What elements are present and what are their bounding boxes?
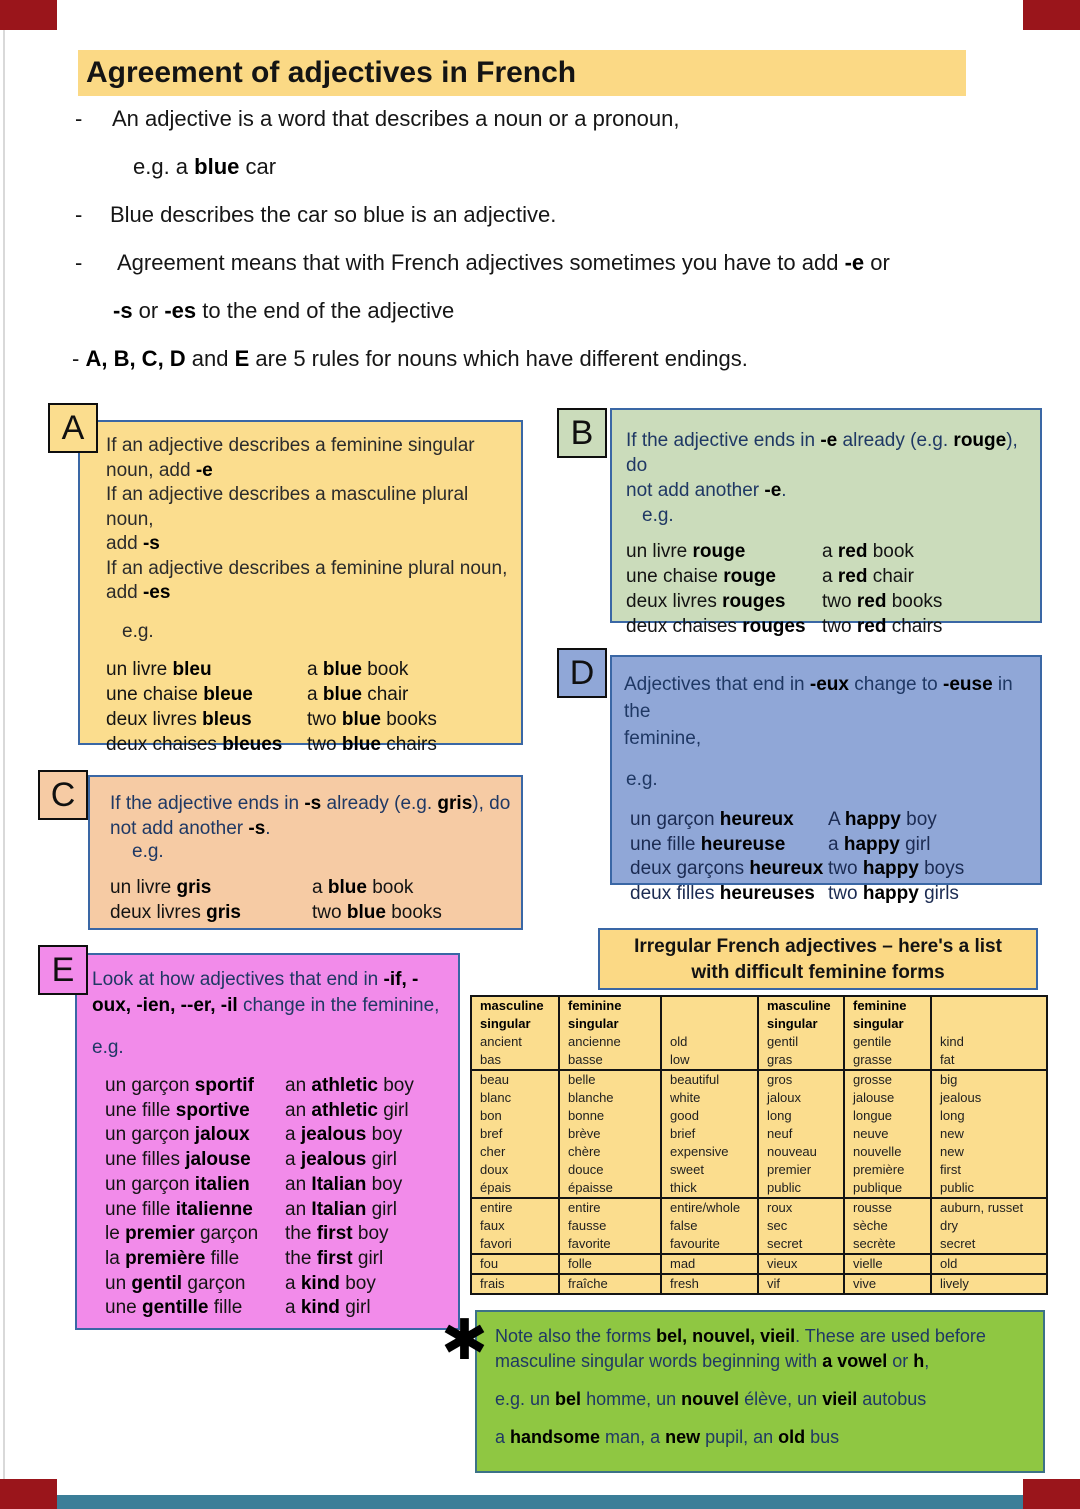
table-cell: doux bbox=[472, 1161, 560, 1179]
table-row bbox=[472, 1217, 1046, 1235]
table-group bbox=[472, 1255, 1046, 1275]
asterisk-icon: ✱ bbox=[441, 1308, 488, 1371]
bullet-dash: - bbox=[75, 106, 83, 131]
intro-line bbox=[72, 343, 1032, 391]
example-row bbox=[626, 564, 1030, 589]
table-cell: entire bbox=[560, 1199, 662, 1217]
table-cell: sweet bbox=[662, 1161, 759, 1179]
table-row bbox=[472, 1143, 1046, 1161]
table-cell: singular bbox=[845, 1015, 932, 1033]
table-cell: blanc bbox=[472, 1089, 560, 1107]
table-cell: cher bbox=[472, 1143, 560, 1161]
table-cell: first bbox=[940, 1162, 961, 1177]
example-row bbox=[105, 1296, 450, 1321]
table-cell bbox=[932, 1015, 1046, 1033]
table-cell: false bbox=[662, 1217, 759, 1235]
table-row bbox=[472, 1235, 1046, 1253]
table-cell: blanche bbox=[560, 1089, 662, 1107]
example-french: deux livres rouges bbox=[626, 591, 786, 612]
table-cell: white bbox=[662, 1089, 759, 1107]
table-cell: beautiful bbox=[662, 1071, 759, 1089]
table-cell: fat bbox=[940, 1052, 955, 1067]
example-english: the first boy bbox=[285, 1223, 389, 1245]
table-cell: feminine bbox=[560, 997, 662, 1015]
table-row bbox=[472, 1089, 1046, 1107]
example-french: deux chaises bleues bbox=[106, 733, 283, 755]
example-english: a blue chair bbox=[307, 683, 409, 705]
irregular-table bbox=[470, 995, 1048, 1295]
table-cell: secrète bbox=[845, 1235, 932, 1253]
table-cell: lively bbox=[940, 1276, 969, 1291]
example-row bbox=[105, 1123, 450, 1148]
bottom-bar bbox=[0, 1495, 1080, 1509]
table-cell: grosse bbox=[845, 1071, 932, 1089]
example-row bbox=[630, 833, 1030, 858]
table-row bbox=[472, 1033, 1046, 1051]
table-cell: nouveau bbox=[759, 1143, 845, 1161]
note-paragraph: e.g. un bel homme, un nouvel élève, un vieil autobus bbox=[495, 1389, 927, 1409]
irregular-adjectives-header: Irregular French adjectives – here's a list with difficult feminine forms bbox=[598, 928, 1038, 990]
examples-b bbox=[626, 539, 1030, 639]
examples-a bbox=[106, 657, 511, 757]
table-cell: feminine bbox=[845, 997, 932, 1015]
example-english: a jealous boy bbox=[285, 1124, 403, 1146]
table-cell: bas bbox=[472, 1051, 560, 1069]
example-english: an Italian girl bbox=[285, 1198, 397, 1220]
table-cell bbox=[662, 1015, 759, 1033]
note-paragraph: Note also the forms bel, nouvel, vieil. These are used before masculine singular words beginning with a vowel or h, bbox=[495, 1326, 986, 1371]
eg-label-e: e.g. bbox=[92, 1037, 124, 1058]
intro-line bbox=[72, 151, 1032, 199]
note-paragraphs bbox=[495, 1324, 1029, 1450]
table-cell: brief bbox=[662, 1125, 759, 1143]
table-cell bbox=[662, 997, 759, 1015]
table-cell: premier bbox=[759, 1161, 845, 1179]
example-row bbox=[626, 539, 1030, 564]
table-cell: fraîche bbox=[560, 1275, 662, 1293]
example-french: deux chaises rouges bbox=[626, 616, 806, 637]
table-cell: douce bbox=[560, 1161, 662, 1179]
example-french: la première fille bbox=[105, 1247, 240, 1269]
rule-line: Look at how adjectives that end in -if, - bbox=[92, 969, 419, 990]
example-french: deux livres bleus bbox=[106, 708, 252, 730]
table-group bbox=[472, 1071, 1046, 1199]
example-row bbox=[105, 1272, 450, 1297]
table-group bbox=[472, 1275, 1046, 1293]
example-french: une chaise bleue bbox=[106, 683, 253, 705]
rule-line: If the adjective ends in -s already (e.g. gris), do bbox=[110, 793, 511, 814]
table-cell: jaloux bbox=[759, 1089, 845, 1107]
table-cell: bonne bbox=[560, 1107, 662, 1125]
rule-box-d bbox=[610, 655, 1042, 904]
example-french: un gentil garçon bbox=[105, 1272, 246, 1294]
rule-line: If an adjective describes a masculine plural noun, bbox=[106, 484, 469, 530]
table-row bbox=[472, 1179, 1046, 1197]
table-cell: épaisse bbox=[560, 1179, 662, 1197]
table-cell: gentile bbox=[845, 1033, 932, 1051]
example-english: two happy girls bbox=[828, 882, 959, 904]
intro-text: -s or -es to the end of the adjective bbox=[113, 298, 455, 323]
eg-label-b: e.g. bbox=[642, 505, 674, 526]
table-cell: singular bbox=[759, 1015, 845, 1033]
table-row bbox=[472, 997, 1046, 1015]
table-cell: bref bbox=[472, 1125, 560, 1143]
example-row bbox=[105, 1247, 450, 1272]
rule-text-d bbox=[624, 671, 1030, 752]
rule-label-b: B bbox=[557, 408, 607, 458]
example-row bbox=[110, 900, 511, 925]
table-cell: première bbox=[845, 1161, 932, 1179]
rule-label-c: C bbox=[38, 770, 88, 820]
table-cell: secret bbox=[759, 1235, 845, 1253]
example-english: two red books bbox=[822, 591, 943, 612]
table-cell: nouvelle bbox=[845, 1143, 932, 1161]
example-english: a jealous girl bbox=[285, 1149, 397, 1171]
examples-e bbox=[105, 1074, 450, 1321]
table-cell: auburn, russet bbox=[940, 1200, 1024, 1215]
table-cell: gras bbox=[759, 1051, 845, 1069]
example-row bbox=[106, 682, 511, 707]
example-english: two happy boys bbox=[828, 858, 965, 879]
rule-box-a bbox=[78, 420, 523, 755]
table-cell: fou bbox=[472, 1255, 560, 1273]
table-cell: secret bbox=[940, 1236, 976, 1251]
table-row bbox=[472, 1275, 1046, 1293]
table-cell: singular bbox=[472, 1015, 560, 1033]
example-english: A happy boy bbox=[828, 809, 937, 830]
table-cell: masculine bbox=[472, 997, 560, 1015]
example-french: une fille sportive bbox=[105, 1099, 250, 1121]
table-cell: good bbox=[662, 1107, 759, 1125]
table-row bbox=[472, 1071, 1046, 1089]
example-english: two blue books bbox=[307, 708, 437, 730]
table-cell: public bbox=[940, 1180, 974, 1195]
example-row bbox=[105, 1074, 450, 1099]
example-row bbox=[105, 1099, 450, 1124]
example-french: un livre bleu bbox=[106, 658, 212, 680]
table-cell: ancienne bbox=[560, 1033, 662, 1051]
table-cell: bon bbox=[472, 1107, 560, 1125]
intro-list bbox=[72, 103, 1032, 391]
example-row bbox=[105, 1148, 450, 1173]
table-cell: sèche bbox=[845, 1217, 932, 1235]
table-row bbox=[472, 1125, 1046, 1143]
intro-line bbox=[72, 199, 1032, 247]
intro-line bbox=[72, 247, 1032, 295]
table-cell: thick bbox=[662, 1179, 759, 1197]
table-cell: vif bbox=[759, 1275, 845, 1293]
table-cell: mad bbox=[662, 1255, 759, 1273]
table-cell: entire/whole bbox=[662, 1199, 759, 1217]
example-french: un garçon italien bbox=[105, 1173, 250, 1195]
table-cell: dry bbox=[940, 1218, 959, 1233]
example-english: a kind girl bbox=[285, 1297, 371, 1319]
rule-line: add -es bbox=[106, 582, 171, 603]
rule-box-e bbox=[75, 953, 460, 1330]
table-cell: favori bbox=[472, 1235, 560, 1253]
table-cell: brève bbox=[560, 1125, 662, 1143]
example-french: deux garçons heureux bbox=[630, 858, 824, 879]
eg-label-c: e.g. bbox=[132, 841, 164, 862]
table-cell: old bbox=[940, 1256, 958, 1271]
examples-c bbox=[110, 875, 511, 925]
example-french: un garçon jaloux bbox=[105, 1124, 250, 1146]
rule-line: not add another -s. bbox=[110, 818, 271, 839]
table-cell: old bbox=[662, 1033, 759, 1051]
rule-line: feminine, bbox=[624, 728, 702, 749]
example-english: an Italian boy bbox=[285, 1173, 403, 1195]
example-row bbox=[105, 1173, 450, 1198]
rule-text-e bbox=[92, 967, 450, 1019]
rule-line: not add another -e. bbox=[626, 480, 787, 501]
table-cell: public bbox=[759, 1179, 845, 1197]
example-english: an athletic boy bbox=[285, 1075, 414, 1096]
table-cell: fresh bbox=[662, 1275, 759, 1293]
example-french: une gentille fille bbox=[105, 1297, 243, 1319]
example-row bbox=[105, 1222, 450, 1247]
example-english: two blue books bbox=[312, 902, 442, 923]
rule-line: Adjectives that end in -eux change to -euse in the bbox=[624, 674, 1013, 722]
table-cell: frais bbox=[472, 1275, 560, 1293]
corner-mark-top-right bbox=[1023, 0, 1080, 30]
corner-mark-top-left bbox=[0, 0, 57, 30]
example-english: a blue book bbox=[307, 658, 409, 680]
rule-box-b bbox=[610, 408, 1042, 637]
table-cell: low bbox=[662, 1051, 759, 1069]
table-cell: gentil bbox=[759, 1033, 845, 1051]
intro-text: An adjective is a word that describes a noun or a pronoun, bbox=[112, 106, 680, 131]
table-group bbox=[472, 997, 1046, 1071]
note-paragraph: a handsome man, a new pupil, an old bus bbox=[495, 1427, 840, 1447]
table-cell: rousse bbox=[845, 1199, 932, 1217]
example-french: un livre gris bbox=[110, 877, 212, 898]
example-french: une chaise rouge bbox=[626, 566, 776, 587]
table-cell: épais bbox=[472, 1179, 560, 1197]
example-row bbox=[626, 589, 1030, 614]
table-cell: favorite bbox=[560, 1235, 662, 1253]
example-row bbox=[630, 808, 1030, 833]
table-row bbox=[472, 1015, 1046, 1033]
table-cell: belle bbox=[560, 1071, 662, 1089]
example-french: un garçon heureux bbox=[630, 809, 794, 830]
table-cell: favourite bbox=[662, 1235, 759, 1253]
table-cell: publique bbox=[845, 1179, 932, 1197]
table-cell: new bbox=[940, 1144, 964, 1159]
bullet-dash: - bbox=[75, 250, 83, 275]
table-cell: jalouse bbox=[845, 1089, 932, 1107]
table-cell: masculine bbox=[759, 997, 845, 1015]
example-english: a red chair bbox=[822, 566, 914, 587]
rule-text-c bbox=[110, 791, 511, 841]
example-row bbox=[626, 614, 1030, 639]
table-cell: vive bbox=[845, 1275, 932, 1293]
table-cell: sec bbox=[759, 1217, 845, 1235]
example-english: a blue book bbox=[312, 877, 414, 898]
table-cell bbox=[932, 997, 1046, 1015]
rule-label-d: D bbox=[557, 648, 607, 698]
corner-mark-bottom-left bbox=[0, 1479, 57, 1509]
table-row bbox=[472, 1161, 1046, 1179]
rule-text-a bbox=[106, 434, 511, 606]
example-row bbox=[106, 657, 511, 682]
example-english: an athletic girl bbox=[285, 1099, 409, 1121]
intro-text: Blue describes the car so blue is an adjective. bbox=[110, 202, 557, 227]
example-french: deux filles heureuses bbox=[630, 882, 815, 904]
table-cell: long bbox=[759, 1107, 845, 1125]
eg-label-d: e.g. bbox=[626, 769, 658, 790]
table-cell: chère bbox=[560, 1143, 662, 1161]
example-english: two red chairs bbox=[822, 616, 943, 637]
intro-text: e.g. a blue car bbox=[133, 154, 277, 179]
example-french: une fille heureuse bbox=[630, 833, 786, 855]
rule-line: If the adjective ends in -e already (e.g. rouge), do bbox=[626, 430, 1018, 476]
rule-box-c bbox=[88, 775, 523, 930]
table-cell: kind bbox=[940, 1034, 964, 1049]
rule-label-a: A bbox=[48, 403, 98, 453]
table-cell: neuve bbox=[845, 1125, 932, 1143]
corner-mark-bottom-right bbox=[1023, 1479, 1080, 1509]
table-cell: singular bbox=[560, 1015, 662, 1033]
table-cell: folle bbox=[560, 1255, 662, 1273]
table-row bbox=[472, 1255, 1046, 1273]
table-cell: faux bbox=[472, 1217, 560, 1235]
example-row bbox=[106, 707, 511, 732]
example-french: une filles jalouse bbox=[105, 1149, 251, 1171]
table-cell: jealous bbox=[940, 1090, 982, 1105]
table-cell: entire bbox=[472, 1199, 560, 1217]
example-french: le premier garçon bbox=[105, 1223, 259, 1245]
table-cell: expensive bbox=[662, 1143, 759, 1161]
examples-d bbox=[630, 808, 1030, 906]
intro-text: Agreement means that with French adjectives sometimes you have to add -e or bbox=[117, 250, 890, 275]
intro-line bbox=[72, 295, 1032, 343]
table-row bbox=[472, 1199, 1046, 1217]
rule-text-b bbox=[626, 428, 1030, 503]
example-english: two blue chairs bbox=[307, 733, 437, 755]
example-french: deux livres gris bbox=[110, 902, 241, 923]
note-box bbox=[475, 1310, 1045, 1473]
example-english: a red book bbox=[822, 541, 914, 562]
table-cell: neuf bbox=[759, 1125, 845, 1143]
table-cell: new bbox=[940, 1126, 964, 1141]
example-row bbox=[110, 875, 511, 900]
example-french: un garçon sportif bbox=[105, 1075, 254, 1096]
table-cell: beau bbox=[472, 1071, 560, 1089]
rule-line: oux, -ien, --er, -il change in the feminine, bbox=[92, 995, 440, 1016]
example-english: the first girl bbox=[285, 1247, 384, 1269]
table-row bbox=[472, 1107, 1046, 1125]
page-edge-line bbox=[3, 0, 5, 1509]
table-cell: vieux bbox=[759, 1255, 845, 1273]
table-group bbox=[472, 1199, 1046, 1255]
table-cell: long bbox=[940, 1108, 965, 1123]
table-cell: basse bbox=[560, 1051, 662, 1069]
table-cell: fausse bbox=[560, 1217, 662, 1235]
intro-line bbox=[72, 103, 1032, 151]
page-title: Agreement of adjectives in French bbox=[78, 50, 966, 96]
table-cell: vielle bbox=[845, 1255, 932, 1273]
bullet-dash: - bbox=[75, 202, 83, 227]
table-row bbox=[472, 1051, 1046, 1069]
example-english: a kind boy bbox=[285, 1272, 376, 1294]
table-cell: big bbox=[940, 1072, 958, 1087]
example-french: une fille italienne bbox=[105, 1198, 253, 1220]
table-cell: roux bbox=[759, 1199, 845, 1217]
example-english: a happy girl bbox=[828, 833, 931, 855]
rule-line: add -s bbox=[106, 533, 160, 554]
example-row bbox=[106, 732, 511, 757]
table-cell: gros bbox=[759, 1071, 845, 1089]
table-cell: longue bbox=[845, 1107, 932, 1125]
example-row bbox=[105, 1198, 450, 1223]
example-row bbox=[630, 882, 1030, 907]
example-row bbox=[630, 857, 1030, 882]
table-cell: grasse bbox=[845, 1051, 932, 1069]
example-french: un livre rouge bbox=[626, 541, 746, 562]
intro-text: - A, B, C, D and E are 5 rules for nouns which have different endings. bbox=[72, 346, 748, 371]
eg-label-a: e.g. bbox=[122, 620, 154, 642]
rule-line: If an adjective describes a feminine plural noun, bbox=[106, 557, 508, 579]
rule-label-e: E bbox=[38, 945, 88, 995]
rule-line: If an adjective describes a feminine singular bbox=[106, 435, 475, 456]
table-cell: ancient bbox=[472, 1033, 560, 1051]
rule-line: noun, add -e bbox=[106, 459, 213, 481]
